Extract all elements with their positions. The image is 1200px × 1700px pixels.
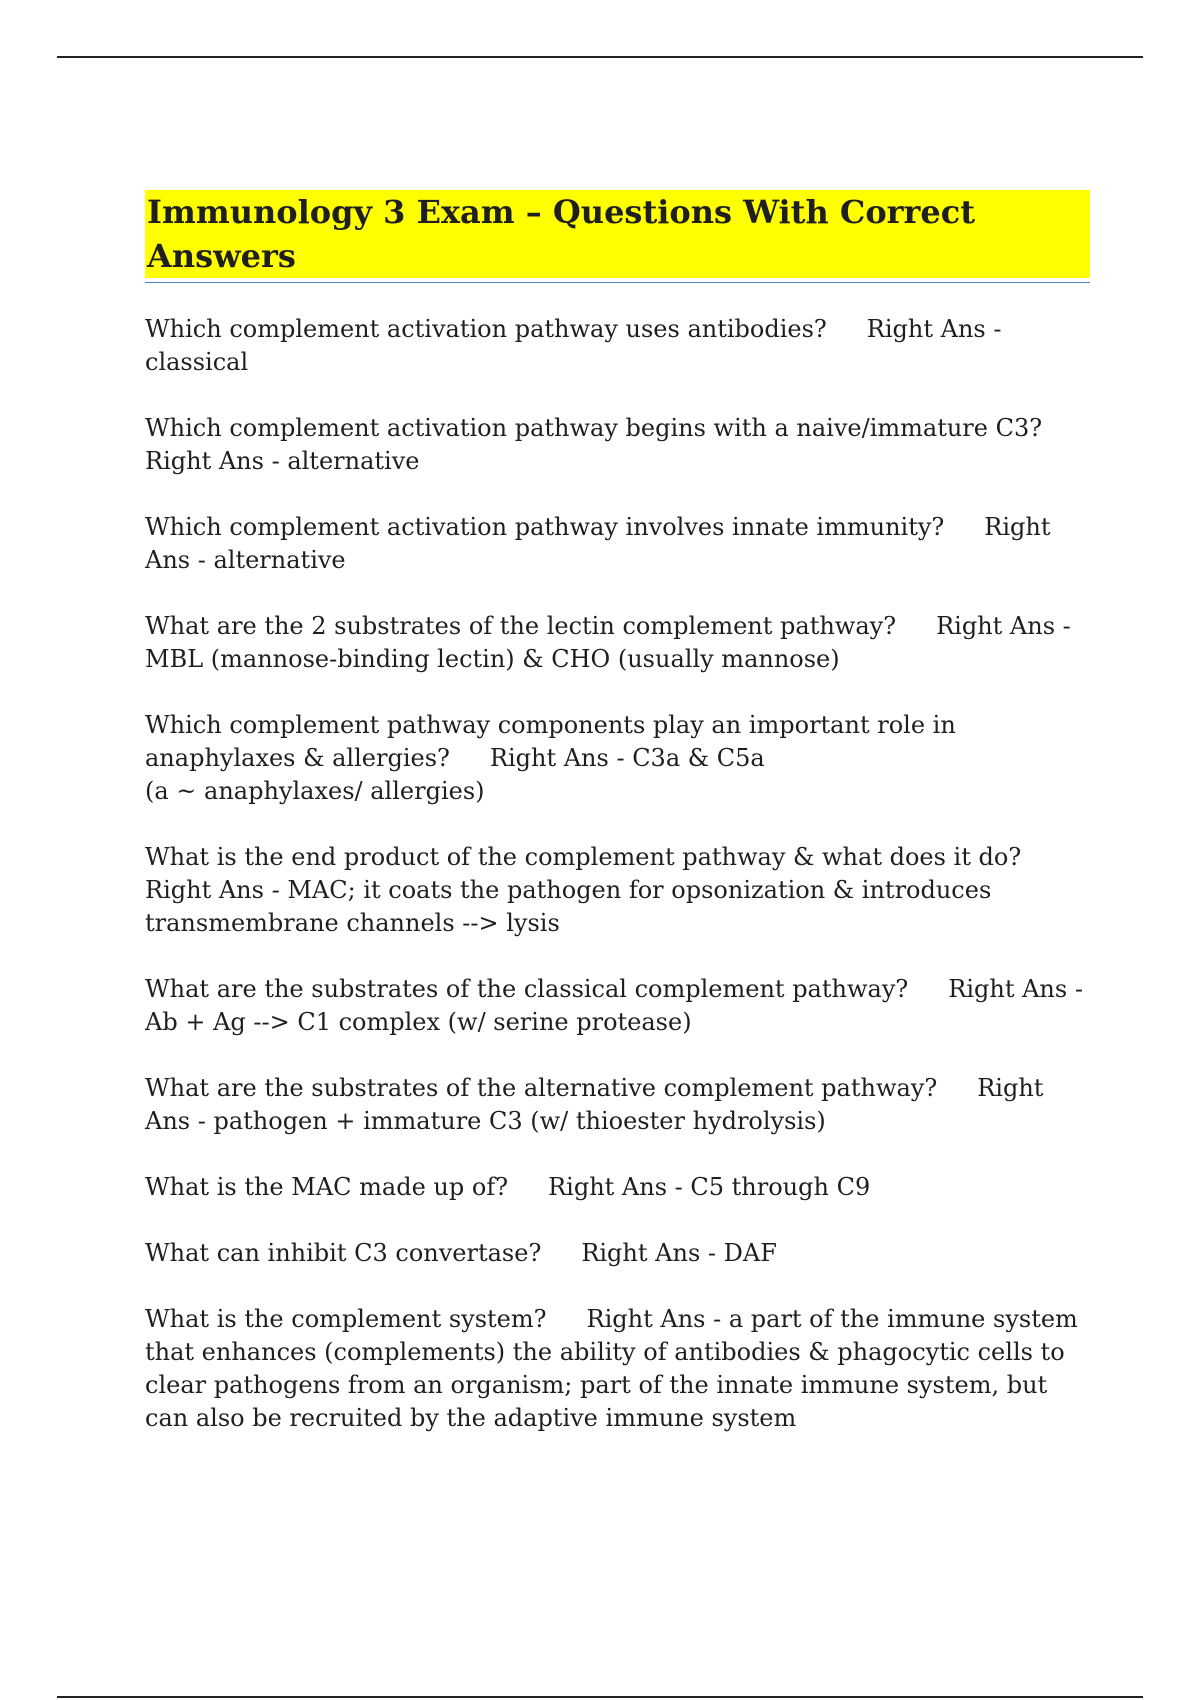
document-body [145,190,1090,1468]
answer-text: Right Ans - MAC; it coats the pathogen for opsonization & introduces transmembrane channels --> lysis [145,876,992,937]
answer-text: Right Ans - classical [145,315,1002,376]
qa-item-6 [145,841,1090,940]
answer-note: (a ~ anaphylaxes/ allergies) [145,777,485,805]
question-text: What are the 2 substrates of the lectin complement pathway? [145,612,897,640]
qa-item-10 [145,1237,1090,1270]
question-text: Which complement activation pathway begins with a naive/immature C3? [145,414,1043,442]
question-text: Which complement activation pathway involves innate immunity? [145,513,945,541]
answer-text: Right Ans - Ab + Ag --> C1 complex (w/ serine protease) [145,975,1083,1036]
answer-text: Right Ans - C3a & C5a [489,744,765,772]
question-text: What can inhibit C3 convertase? [145,1239,542,1267]
qa-item-9 [145,1171,1090,1204]
question-text: What are the substrates of the alternative complement pathway? [145,1074,938,1102]
qa-item-5 [145,709,1090,808]
qa-item-2 [145,412,1090,478]
answer-text: Right Ans - pathogen + immature C3 (w/ thioester hydrolysis) [145,1074,1044,1135]
qa-item-11 [145,1303,1090,1435]
document-title: Immunology 3 Exam – Questions With Correct Answers [145,190,1090,278]
question-text: What is the MAC made up of? [145,1173,509,1201]
answer-text: Right Ans - MBL (mannose-binding lectin) & CHO (usually mannose) [145,612,1071,673]
answer-text: Right Ans - DAF [581,1239,777,1267]
bottom-page-rule [57,1696,1143,1698]
qa-item-8 [145,1072,1090,1138]
title-block [145,190,1090,283]
qa-item-4 [145,610,1090,676]
answer-text: Right Ans - a part of the immune system that enhances (complements) the ability of antibodies & phagocytic cells to clear pathogens from an organism; part of the innate immune system, but can also be recruited by the adaptive immune system [145,1305,1078,1432]
qa-item-3 [145,511,1090,577]
question-text: What are the substrates of the classical complement pathway? [145,975,909,1003]
answer-text: Right Ans - alternative [145,447,420,475]
qa-item-7 [145,973,1090,1039]
answer-text: Right Ans - alternative [145,513,1051,574]
question-text: Which complement pathway components play an important role in anaphylaxes & allergies? [145,711,956,772]
top-page-rule [57,56,1143,58]
question-text: What is the end product of the complement pathway & what does it do? [145,843,1022,871]
qa-item-1 [145,313,1090,379]
answer-text: Right Ans - C5 through C9 [548,1173,871,1201]
question-text: What is the complement system? [145,1305,547,1333]
question-text: Which complement activation pathway uses antibodies? [145,315,827,343]
